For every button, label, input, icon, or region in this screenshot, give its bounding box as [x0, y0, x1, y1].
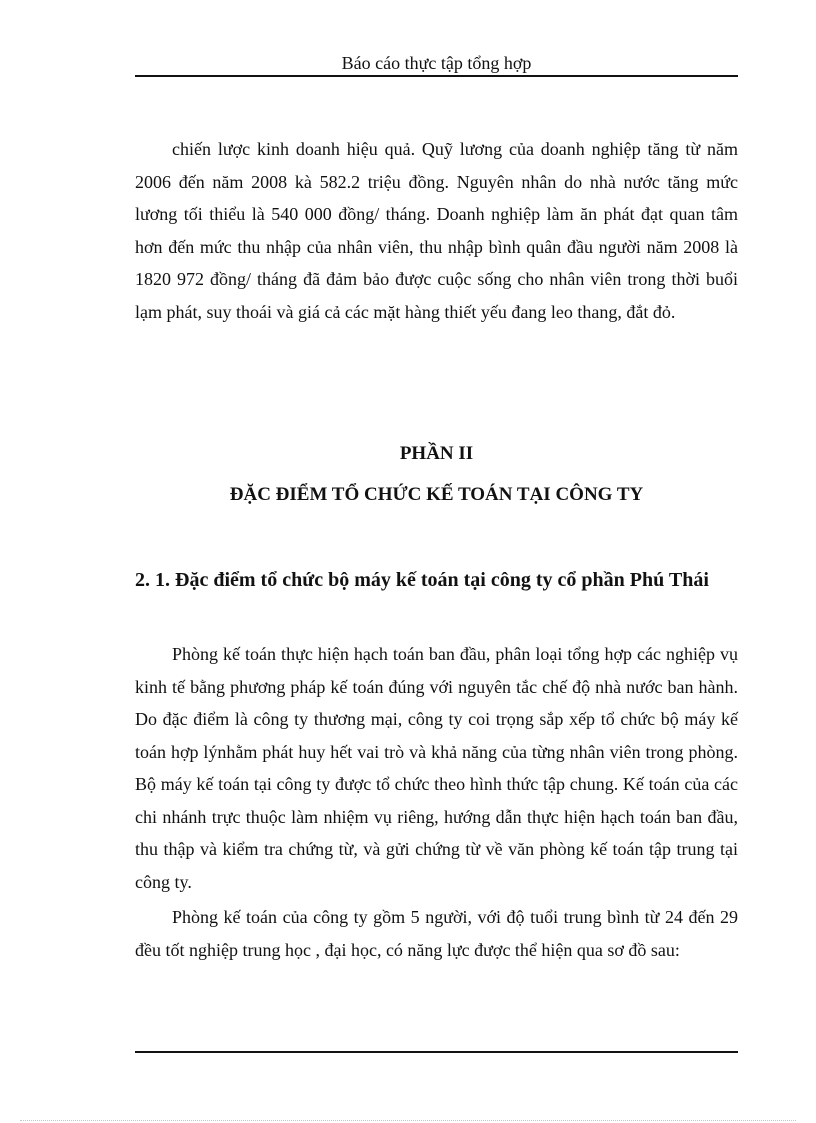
part-subtitle: ĐẶC ĐIỂM TỔ CHỨC KẾ TOÁN TẠI CÔNG TY — [229, 484, 644, 505]
page-header-title: Báo cáo thực tập tổng hợp — [341, 53, 532, 73]
paragraph-text: chiến lược kinh doanh hiệu quả. Quỹ lương của doanh nghiệp tăng từ năm 2006 đến năm 2008 kà 582.2 triệu đồng. Nguyên nhân do nhà nước tăng mức lương tối thiểu là 540 000 đồng/ tháng. Doanh nghiệp làm ăn phát đạt quan tâm hơn đến mức thu nhập của nhân viên, thu nhập bình quân đầu người năm 2008 là 1820 972 đồng/ tháng đã đảm bảo được cuộc sống cho nhân viên trong thời buổi lạm phát, suy thoái và giá cả các mặt hàng thiết yếu đang leo thang, đắt đỏ. — [135, 139, 738, 322]
body-paragraph-3 — [135, 901, 738, 966]
paragraph-text: Phòng kế toán của công ty gồm 5 người, với độ tuổi trung bình từ 24 đến 29 đều tốt nghiệp trung học , đại học, có năng lực được thể hiện qua sơ đồ sau: — [135, 907, 738, 960]
paragraph-text: Phòng kế toán thực hiện hạch toán ban đầu, phân loại tổng hợp các nghiệp vụ kinh tế bằng phương pháp kế toán đúng với nguyên tắc chế độ nhà nước ban hành. Do đặc điểm là công ty thương mại, công ty coi trọng sắp xếp tổ chức bộ máy kế toán hợp lýnhằm phát huy hết vai trò và khả năng của từng nhân viên trong phòng. Bộ máy kế toán tại công ty được tổ chức theo hình thức tập chung. Kế toán của các chi nhánh trực thuộc làm nhiệm vụ riêng, hướng dẫn thực hiện hạch toán ban đầu, thu thập và kiểm tra chứng từ, và gửi chứng từ về văn phòng kế toán tập trung tại công ty. — [135, 644, 738, 892]
section-heading: 2. 1. Đặc điểm tổ chức bộ máy kế toán tại công ty cổ phần Phú Thái — [135, 569, 709, 591]
body-paragraph-2 — [135, 638, 738, 898]
page-bottom-dotted-line — [20, 1120, 796, 1121]
part-title: PHẦN II — [399, 443, 474, 464]
footer-rule — [135, 1051, 738, 1053]
body-paragraph-1 — [135, 133, 738, 328]
header-rule — [135, 75, 738, 77]
